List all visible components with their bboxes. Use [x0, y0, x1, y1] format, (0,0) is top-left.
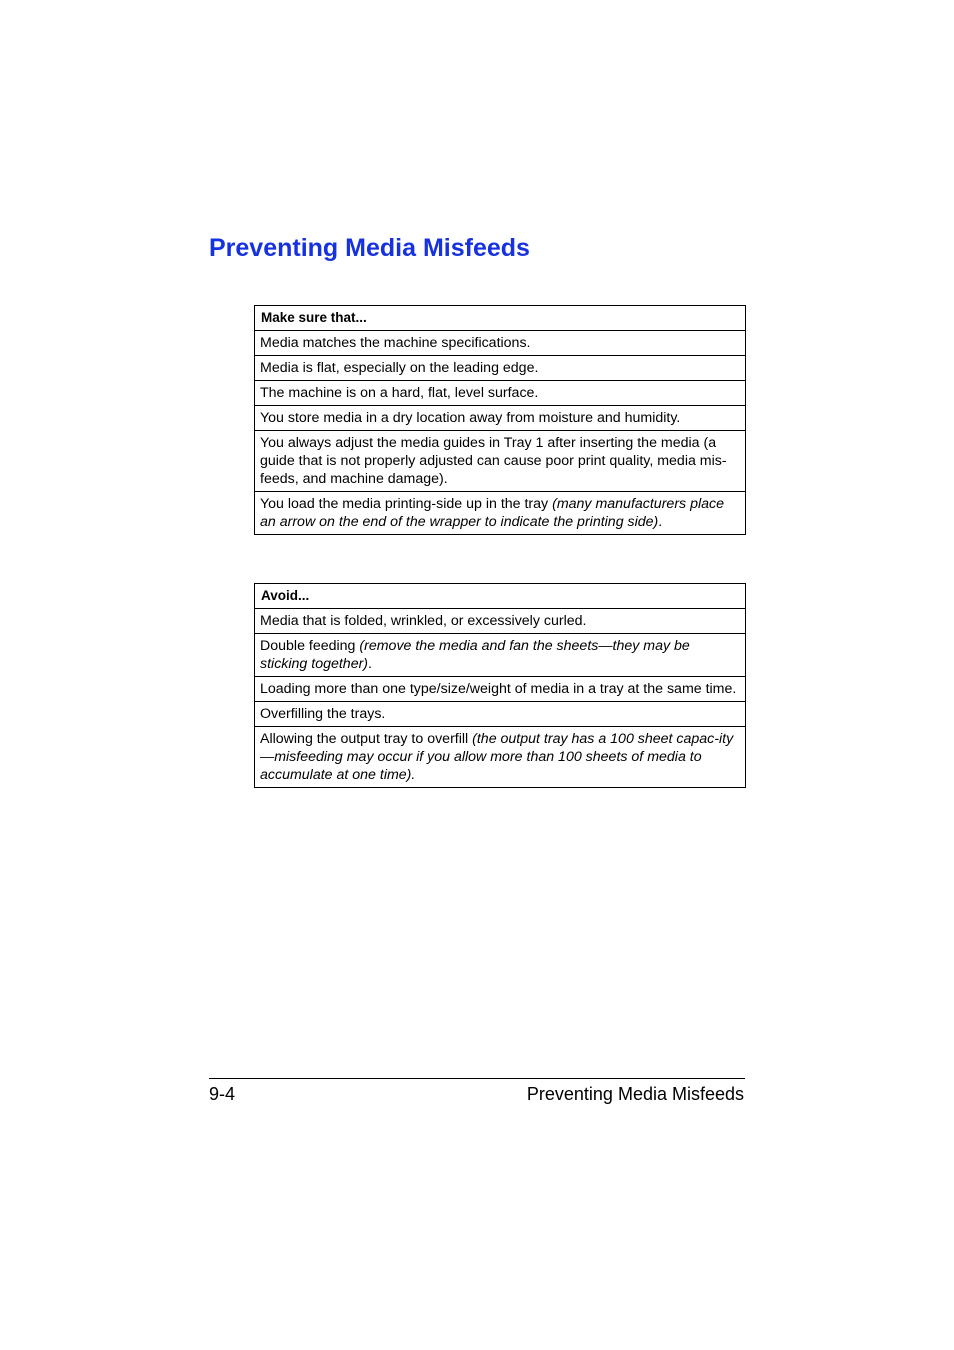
- table-cell: [255, 634, 746, 677]
- footer-page-number: 9-4: [209, 1084, 236, 1104]
- table-header-row: [255, 584, 746, 609]
- table-cell: [255, 356, 746, 381]
- table-cell: [255, 331, 746, 356]
- table-row: [255, 431, 746, 492]
- table-row: [255, 634, 746, 677]
- cell-text: Loading more than one type/size/weight of media in a tray at the same time.: [260, 681, 737, 697]
- cell-italic-note: (many manufacturers place an arrow on the end of the wrapper to indicate the printing side): [260, 496, 724, 530]
- table-header-row: [255, 306, 746, 331]
- table-row: [255, 727, 746, 788]
- table-row: [255, 702, 746, 727]
- table-cell: [255, 609, 746, 634]
- cell-text: Media matches the machine specifications.: [260, 335, 531, 351]
- cell-text: The machine is on a hard, flat, level surface.: [260, 385, 539, 401]
- footer-divider: [209, 1078, 745, 1079]
- table-row: [255, 492, 746, 535]
- table-cell: [255, 492, 746, 535]
- cell-text: You store media in a dry location away from moisture and humidity.: [260, 410, 681, 426]
- cell-text: Media that is folded, wrinkled, or excessively curled.: [260, 613, 587, 629]
- table-cell: [255, 677, 746, 702]
- table-cell: [255, 702, 746, 727]
- cell-italic-note: (remove the media and fan the sheets—they may be sticking together): [260, 638, 690, 672]
- page-title: Preventing Media Misfeeds: [209, 234, 530, 262]
- cell-text: Media is flat, especially on the leading edge.: [260, 360, 539, 376]
- table-cell: [255, 381, 746, 406]
- cell-tail: .: [658, 514, 663, 530]
- avoid-header: Avoid...: [255, 584, 746, 609]
- table-cell: [255, 727, 746, 788]
- table-cell: [255, 406, 746, 431]
- table-row: [255, 406, 746, 431]
- make-sure-header: Make sure that...: [255, 306, 746, 331]
- avoid-rows: [255, 609, 746, 788]
- cell-text: Overfilling the trays.: [260, 706, 386, 722]
- make-sure-rows: [255, 331, 746, 535]
- cell-text: Double feeding: [260, 638, 360, 654]
- footer-section-title: Preventing Media Misfeeds: [526, 1084, 744, 1104]
- make-sure-table: [254, 305, 746, 535]
- table-row: [255, 381, 746, 406]
- table-row: [255, 331, 746, 356]
- cell-text: You always adjust the media guides in Tray 1 after inserting the media (a guide that is not properly adjusted can cause poor print quality, media mis-feeds, and machine damage).: [260, 435, 727, 487]
- avoid-table: [254, 583, 746, 788]
- table-row: [255, 609, 746, 634]
- cell-tail: .: [368, 656, 372, 672]
- table-cell: [255, 431, 746, 492]
- cell-text: Allowing the output tray to overfill: [260, 731, 473, 747]
- cell-italic-note: (the output tray has a 100 sheet capac-ity—misfeeding may occur if you allow more than 100 sheets of media to accumulate at one time).: [260, 731, 734, 783]
- cell-text: You load the media printing-side up in the tray: [260, 496, 553, 512]
- table-row: [255, 677, 746, 702]
- table-row: [255, 356, 746, 381]
